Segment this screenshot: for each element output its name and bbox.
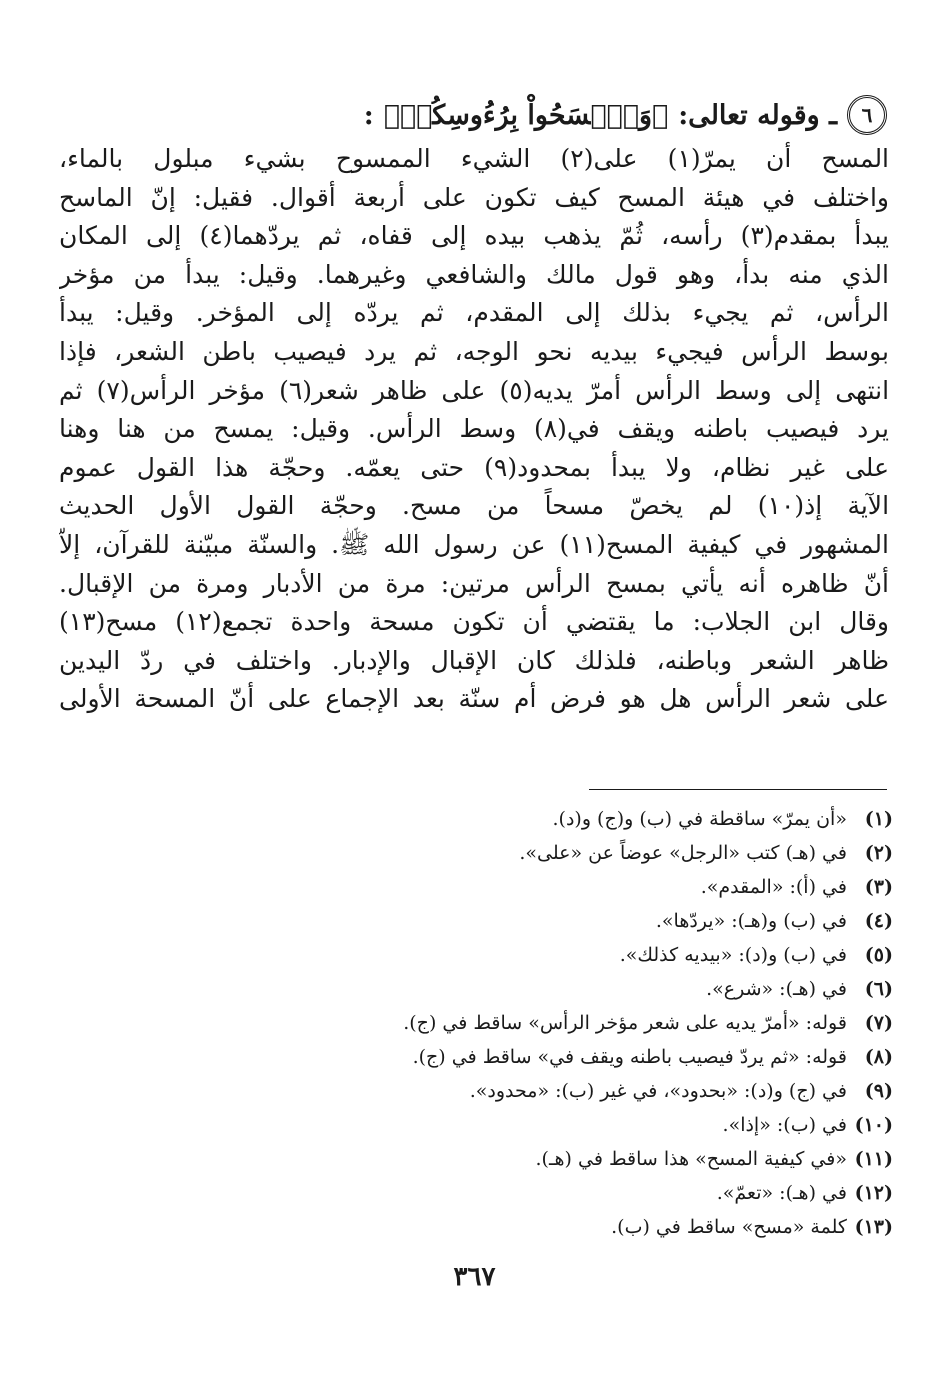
text-line: ظاهر الشعر وباطنه، فلذلك كان الإقبال والإدبار. واختلف في ردّ اليدين bbox=[59, 645, 889, 675]
footnote-text: في (هـ) كتب «الرجل» عوضاً عن «على». bbox=[519, 842, 847, 864]
footnote-number: (١) bbox=[864, 808, 893, 830]
footnote-item bbox=[73, 870, 893, 904]
footnote-item bbox=[73, 1108, 893, 1142]
page-number: ٣٦٧ bbox=[453, 1262, 496, 1292]
footnote-number: (٧) bbox=[864, 1012, 893, 1034]
footnote-number: (٨) bbox=[864, 1046, 893, 1068]
footnote-item bbox=[73, 1142, 893, 1176]
footnote-item bbox=[73, 1006, 893, 1040]
footnote-item bbox=[73, 1040, 893, 1074]
text-line: الآية إذ(١٠) لم يخصّ مسحاً من مسح. وحجّة القول الأول الحديث bbox=[59, 491, 889, 521]
text-line: على غير نظام، ولا يبدأ بمحدود(٩) حتى يعمّه. وحجّة هذا القول عموم bbox=[59, 452, 889, 482]
verse-heading bbox=[67, 92, 887, 138]
text-line: أنّ ظاهره أنه يأتي بمسح الرأس مرتين: مرة من الأدبار ومرة من الإقبال. bbox=[59, 568, 889, 598]
footnote-text: في (هـ): «شرع». bbox=[706, 978, 847, 1000]
text-line: يبدأ بمقدم(٣) رأسه، ثُمّ يذهب بيده إلى قفاه، ثم يردّهما(٤) إلى المكان bbox=[59, 221, 889, 251]
footnote-text: قوله: «ثم يردّ فيصيب باطنه ويقف في» ساقط في (ج). bbox=[412, 1046, 847, 1068]
text-line: انتهى إلى وسط الرأس أمرّ يديه(٥) على ظاهر شعر(٦) مؤخر الرأس(٧) ثم bbox=[59, 375, 889, 405]
text-line: يرد فيصيب باطنه ويقف في(٨) وسط الرأس. وقيل: يمسح من هنا وهنا bbox=[59, 414, 889, 444]
footnote-item bbox=[73, 1074, 893, 1108]
footnote-text: «في كيفية المسح» هذا ساقط في (هـ). bbox=[535, 1148, 847, 1170]
footnote-text: في (هـ): «تعمّ». bbox=[716, 1182, 847, 1204]
footnote-item bbox=[73, 1176, 893, 1210]
heading-suffix: : bbox=[363, 99, 374, 131]
text-line: الذي منه بدأ، وهو قول مالك والشافعي وغيرهما. وقيل: يبدأ من مؤخر bbox=[59, 259, 889, 289]
footnote-text: في (ب) و(د): «بيديه كذلك». bbox=[619, 944, 847, 966]
footnote-text: قوله: «أمرّ يديه على شعر مؤخر الرأس» ساقط في (ج). bbox=[403, 1012, 847, 1034]
footnote-number: (١١) bbox=[854, 1148, 893, 1170]
footnote-number: (٢) bbox=[864, 842, 893, 864]
text-line: الرأس، ثم يجيء بذلك إلى المقدم، ثم يردّه إلى المؤخر. وقيل: يبدأ bbox=[59, 298, 889, 328]
footnote-number: (٣) bbox=[864, 876, 893, 898]
footnote-text: في (ب): «إذا». bbox=[722, 1114, 847, 1136]
footnote-text: في (ج) و(د): «بحدود»، في غير (ب): «محدود». bbox=[469, 1080, 847, 1102]
text-line: على شعر الرأس هل هو فرض أم سنّة بعد الإجماع على أنّ المسحة الأولى bbox=[59, 684, 889, 714]
main-text bbox=[59, 140, 889, 719]
footnote-separator bbox=[589, 789, 887, 790]
footnote-number: (٤) bbox=[864, 910, 893, 932]
footnote-number: (١٣) bbox=[854, 1216, 893, 1238]
verse-number-badge: ٦ bbox=[847, 95, 887, 135]
footnote-number: (١٠) bbox=[854, 1114, 893, 1136]
footnote-item bbox=[73, 802, 893, 836]
text-line: المسح أن يمرّ(١) على(٢) الشيء الممسوح بشيء مبلول بالماء، bbox=[59, 144, 889, 173]
footnote-text: «أن يمرّ» ساقطة في (ب) و(ج) و(د). bbox=[552, 808, 847, 830]
footnote-item bbox=[73, 836, 893, 870]
text-line: وقال ابن الجلاب: ما يقتضي أن تكون مسحة واحدة تجمع(١٢) مسح(١٣) bbox=[59, 607, 889, 637]
heading-prefix: ـ وقوله تعالى: bbox=[678, 99, 837, 131]
text-line: المشهور في كيفية المسح(١١) عن رسول الله ﷺ. والسنّة مبيّنة للقرآن، إلاّ bbox=[59, 529, 889, 559]
footnote-number: (١٢) bbox=[854, 1182, 893, 1204]
footnote-item bbox=[73, 1210, 893, 1244]
footnote-number: (٩) bbox=[864, 1080, 893, 1102]
footnote-text: في (أ): «المقدم». bbox=[700, 876, 847, 898]
footnote-item bbox=[73, 938, 893, 972]
footnotes bbox=[73, 802, 893, 1244]
footnote-item bbox=[73, 904, 893, 938]
footnote-item bbox=[73, 972, 893, 1006]
footnote-text: كلمة «مسح» ساقط في (ب). bbox=[611, 1216, 847, 1238]
text-line: بوسط الرأس فيجيء بيديه نحو الوجه، ثم يرد فيصيب باطن الشعر، فإذا bbox=[59, 336, 889, 366]
footnote-number: (٥) bbox=[864, 944, 893, 966]
text-line: واختلف في هيئة المسح كيف تكون على أربعة أقوال. فقيل: إنّ الماسح bbox=[59, 182, 889, 212]
footnote-text: في (ب) و(هـ): «يردّها». bbox=[655, 910, 847, 932]
quran-verse: ﴿وَٱمۡسَحُواْ بِرُءُوسِكُمۡ﴾ bbox=[383, 99, 669, 131]
footnote-number: (٦) bbox=[864, 978, 893, 1000]
